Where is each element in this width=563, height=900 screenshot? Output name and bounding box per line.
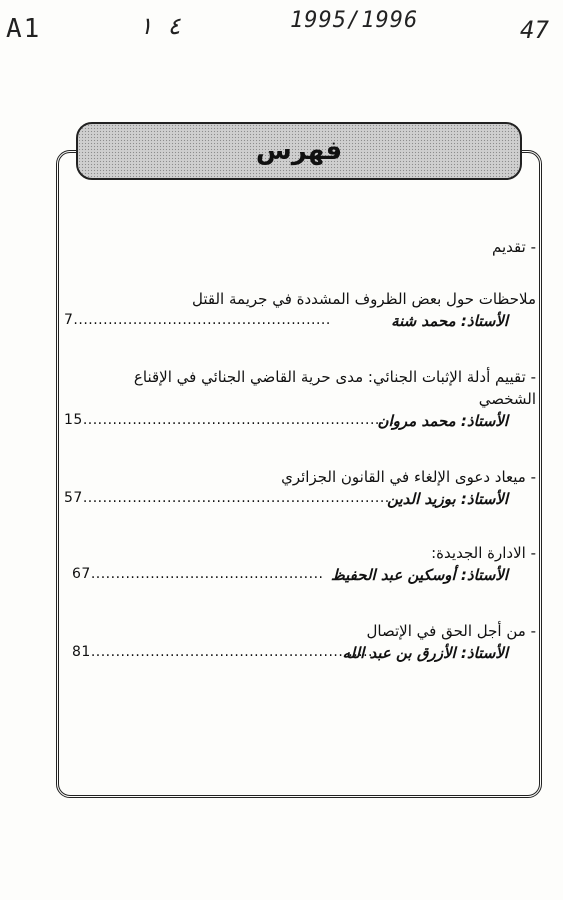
toc-entry-title-continued: الشخصي: [478, 390, 536, 408]
toc-entry: [64, 366, 536, 436]
toc-entry-author: الأستاذ: الأزرق بن عبد الله: [342, 644, 508, 662]
toc-entry: [64, 288, 536, 336]
toc-entry-title: ملاحظات حول بعض الظروف المشددة في جريمة القتل: [192, 290, 536, 308]
toc-entry-author: الأستاذ: محمد مروان: [377, 412, 508, 430]
handwritten-years: 1995/1996: [290, 8, 419, 33]
toc-entry-leader: 57..............................................................: [64, 490, 390, 506]
toc-entry-title: - تقديم: [492, 238, 536, 256]
handwritten-page-number: 47: [520, 16, 549, 44]
page-title: فهرس: [255, 136, 343, 166]
toc-entry-page: 15: [64, 412, 83, 428]
toc-entry: [64, 620, 536, 668]
toc-entry: [64, 466, 536, 514]
toc-entry-author: الأستاذ: محمد شنة: [391, 312, 508, 330]
toc-entry-introduction: [64, 236, 536, 258]
toc-entry: [64, 542, 536, 590]
title-banner: [76, 122, 522, 180]
toc-entry-page: 7: [64, 312, 74, 328]
toc-entry-page: 67: [72, 566, 91, 582]
toc-entry-author: الأستاذ: بوزيد الدين: [387, 490, 508, 508]
toc-entry-leader: 7....................................................: [64, 312, 331, 328]
toc-entry-leader: 67...............................................: [72, 566, 324, 582]
toc-entry-leader: 15...............................................................: [64, 412, 395, 428]
toc-entry-author: الأستاذ: أوسكين عبد الحفيظ: [330, 566, 508, 584]
toc-entry-title: - تقييم أدلة الإثبات الجنائي: مدى حرية القاضي الجنائي في الإقناع: [133, 368, 536, 386]
toc-entry-page: 81: [72, 644, 91, 660]
toc-entry-leader: 81............................................................: [72, 644, 388, 660]
toc-entry-page: 57: [64, 490, 83, 506]
toc-entry-title: - ميعاد دعوى الإلغاء في القانون الجزائري: [281, 468, 536, 486]
toc-entry-title: - من أجل الحق في الإتصال: [366, 622, 536, 640]
handwritten-number: ٤ ١: [138, 12, 182, 40]
toc-entry-title: - الادارة الجديدة:: [431, 544, 536, 562]
handwritten-code: A1: [6, 14, 42, 44]
